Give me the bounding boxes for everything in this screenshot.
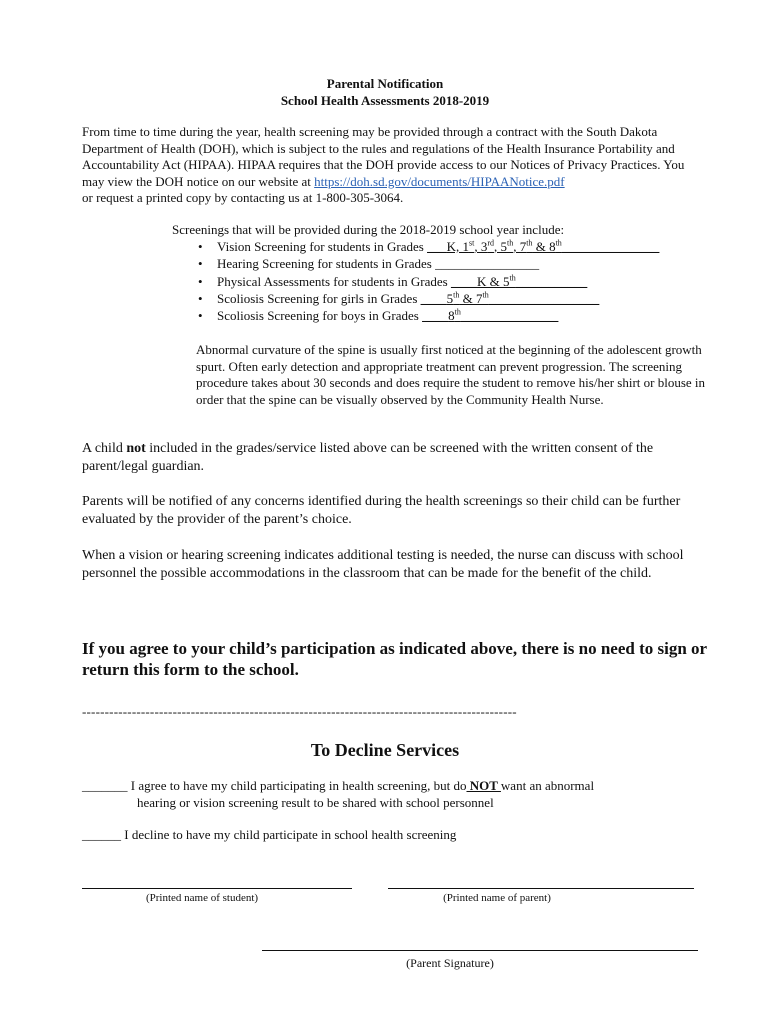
not-included-paragraph: A child not included in the grades/service listed above can be screened with the written consent of the parent/legal guardian. [82,441,654,474]
list-item-physical: • Physical Assessments for students in Grades ____K & 5th___________ [196,273,659,290]
decline-option-no-share: _______ I agree to have my child participating in health screening, but do NOT want an abnormal hearing or vision screening result to be shared with school personnel [82,778,595,810]
agreement-statement: If you agree to your child’s participation as indicated above, there is no need to sign or return this form to the school. [82,639,707,679]
list-item-hearing: • Hearing Screening for students in Grades ________________ [196,255,659,272]
student-name-line[interactable] [82,888,352,889]
hearing-grades-blank: ________________ [435,256,540,272]
option1-checkline[interactable]: _______ [82,778,128,793]
list-item-vision: • Vision Screening for students in Grades ___K, 1st, 3rd, 5th, 7th & 8th_______________ [196,238,659,255]
scoliosis-note: Abnormal curvature of the spine is usually first noticed at the beginning of the adolescent growth spurt. Often early detection and appropriate treatment can prevent progression. The screening procedure takes about 30 seconds and does require the student to remove his/her shirt or blouse in order that the spine can be visually observed by the Community Health Nurse. [196,342,706,407]
girls-grades: ____5th & 7th_________________ [420,290,600,306]
intro-text: From time to time during the year, health screening may be provided through a contract with the South Dakota Department of Health (DOH), which is subject to the rules and regulations of the Health Insurance Portability and Accountability Act (HIPAA). HIPAA requires that the DOH provide access to our Notices of Privacy Practices. You may view the DOH notice on our website at [82,124,685,189]
form-title: Parental Notification [326,76,444,91]
parent-name-caption: (Printed name of parent) [443,892,551,904]
student-name-caption: (Printed name of student) [145,892,259,904]
intro-paragraph [82,124,702,207]
physical-grades: ____K & 5th___________ [450,273,588,289]
decline-title: To Decline Services [310,740,460,760]
option1-line2: hearing or vision screening result to be shared with school personnel [137,794,494,810]
screenings-intro: Screenings that will be provided during the 2018-2019 school year include: [172,222,565,237]
option2-checkline[interactable]: ______ [82,827,125,842]
boys-grades: ____8th_______________ [422,307,559,324]
hipaa-notice-link[interactable]: https://doh.sd.gov/documents/HIPAANotice.pdf [314,173,565,189]
accommodations-paragraph: When a vision or hearing screening indicates additional testing is needed, the nurse can discuss with school personnel the possible accommodations in the classroom that can be made for the benefit of the child. [82,548,684,581]
intro-contact-text: or request a printed copy by contacting us at 1-800-305-3064. [82,190,404,205]
list-item-scoliosis-boys: • Scoliosis Screening for boys in Grades ____8th_______________ [196,307,659,324]
parent-signature-caption: (Parent Signature) [406,956,494,970]
not-emphasis: NOT [466,778,501,793]
form-subtitle: School Health Assessments 2018-2019 [280,93,490,108]
vision-grades: ___K, 1st, 3rd, 5th, 7th & 8th_______________ [427,238,660,254]
parent-signature-line[interactable] [262,950,698,951]
screenings-list [196,238,659,324]
list-item-scoliosis-girls: • Scoliosis Screening for girls in Grades ____5th & 7th_________________ [196,290,659,307]
concerns-paragraph: Parents will be notified of any concerns identified during the health screenings so their child can be further evaluated by the provider of the parent’s choice. [82,494,681,527]
parent-name-line[interactable] [388,888,694,889]
cut-line-divider: ------------------------------------------------------------------------------------------------ [82,704,517,719]
not-emphasis: not [126,441,146,456]
decline-option-all: ______ I decline to have my child participate in school health screening [82,827,457,842]
